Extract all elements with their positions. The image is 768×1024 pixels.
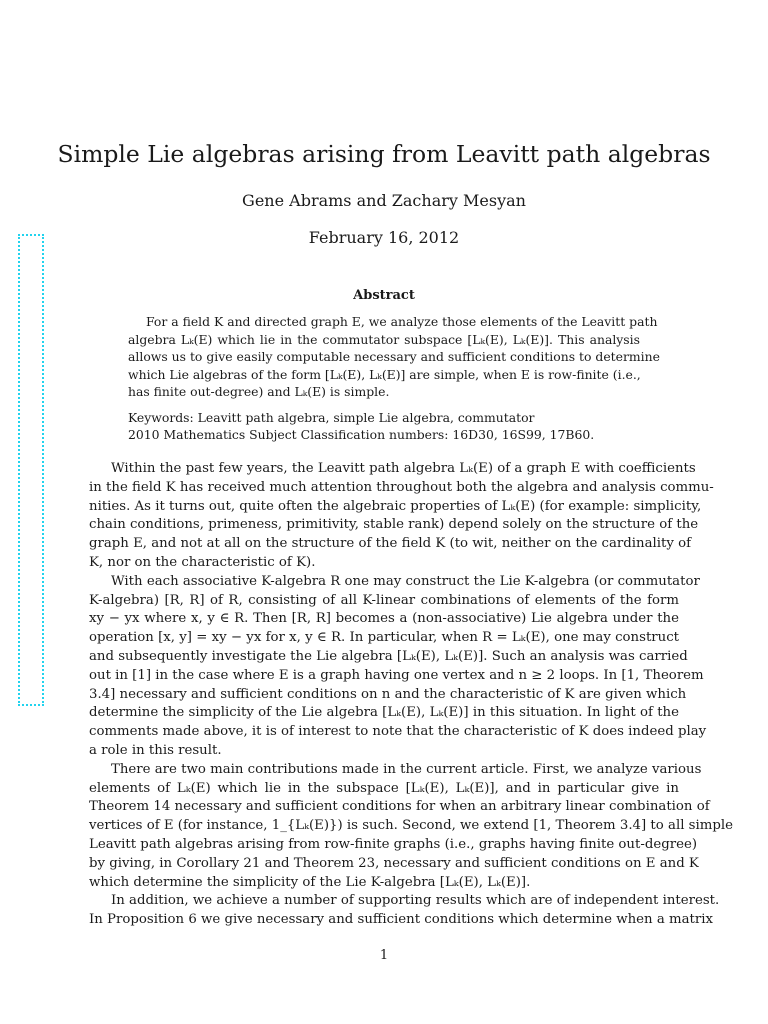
msc-classification: 2010 Mathematics Subject Classification numbers: 16D30, 16S99, 17B60. — [128, 427, 595, 442]
body-line: operation [x, y] = xy − yx for x, y ∈ R. In particular, when R = Lₖ(E), one may construct — [89, 630, 679, 646]
body-line: Within the past few years, the Leavitt path algebra Lₖ(E) of a graph E with coefficients — [111, 461, 696, 476]
body-line-with-theorem-link[interactable]: Theorem 14 necessary and sufficient conditions for when an arbitrary linear combination of — [89, 799, 710, 815]
body-line: chain conditions, primeness, primitivity, stable rank) depend solely on the structure of the — [89, 517, 699, 533]
body-line: in the field K has received much attention throughout both the algebra and analysis commu- — [89, 479, 714, 495]
body-line-with-corollary-link[interactable]: by giving, in Corollary 21 and Theorem 23, necessary and sufficient conditions on E and K — [89, 855, 699, 871]
body-line: elements of Lₖ(E) which lie in the subspace [Lₖ(E), Lₖ(E)], and in particular give in — [89, 780, 679, 796]
body-line-with-citation[interactable]: out in [1] in the case where E is a graph having one vertex and n ≥ 2 loops. In [1, Theorem — [89, 667, 704, 683]
body-line: which determine the simplicity of the Lie K-algebra [Lₖ(E), Lₖ(E)]. — [89, 874, 531, 890]
body-line-with-proposition-link[interactable]: In Proposition 6 we give necessary and sufficient conditions which determine when a matrix — [89, 912, 713, 928]
body-line: In addition, we achieve a number of supporting results which are of independent interest. — [111, 893, 720, 909]
paper-title: Simple Lie algebras arising from Leavitt path algebras — [57, 140, 711, 168]
body-line: There are two main contributions made in the current article. First, we analyze various — [111, 761, 702, 777]
keywords: Keywords: Leavitt path algebra, simple Lie algebra, commutator — [128, 409, 535, 425]
body-line: 3.4] necessary and sufficient conditions on n and the characteristic of K are given which — [89, 686, 687, 702]
body-line: xy − yx where x, y ∈ R. Then [R, R] becomes a (non-associative) Lie algebra under the — [89, 611, 679, 627]
body-line: a role in this result. — [89, 742, 222, 758]
arxiv-stamp-link[interactable] — [18, 234, 44, 706]
body-line: comments made above, it is of interest to note that the characteristic of K does indeed play — [89, 724, 707, 740]
body-line: K, nor on the characteristic of K). — [89, 554, 316, 570]
body-line: and subsequently investigate the Lie algebra [Lₖ(E), Lₖ(E)]. Such an analysis was carried — [89, 648, 688, 664]
body-line: nities. As it turns out, quite often the algebraic properties of Lₖ(E) (for example: simplicity, — [89, 498, 702, 514]
body-line: Leavitt path algebras arising from row-finite graphs (i.e., graphs having finite out-degree) — [89, 836, 698, 852]
paper-date: February 16, 2012 — [308, 228, 460, 247]
body-line: graph E, and not at all on the structure of the field K (to wit, neither on the cardinality of — [89, 536, 692, 552]
body-text — [89, 460, 733, 930]
abstract-line: algebra Lₖ(E) which lie in the commutator subspace [Lₖ(E), Lₖ(E)]. This analysis — [128, 331, 640, 347]
abstract-line: which Lie algebras of the form [Lₖ(E), Lₖ(E)] are simple, when E is row-finite (i.e., — [128, 366, 641, 382]
body-line: With each associative K-algebra R one may construct the Lie K-algebra (or commutator — [111, 573, 700, 589]
paper-authors: Gene Abrams and Zachary Mesyan — [242, 191, 526, 210]
abstract-line: allows us to give easily computable necessary and sufficient conditions to determine — [128, 349, 660, 364]
abstract — [128, 313, 660, 444]
abstract-line: For a field K and directed graph E, we analyze those elements of the Leavitt path — [146, 314, 658, 329]
body-line: determine the simplicity of the Lie algebra [Lₖ(E), Lₖ(E)] in this situation. In light of the — [89, 705, 679, 721]
body-line-with-citation[interactable]: vertices of E (for instance, 1_{Lₖ(E)}) is such. Second, we extend [1, Theorem 3.4] to all simple — [89, 818, 733, 834]
abstract-heading: Abstract — [353, 288, 415, 303]
body-line: K-algebra) [R, R] of R, consisting of all K-linear combinations of elements of the form — [89, 592, 679, 608]
abstract-line: has finite out-degree) and Lₖ(E) is simple. — [128, 384, 390, 399]
page-number: 1 — [379, 948, 389, 963]
